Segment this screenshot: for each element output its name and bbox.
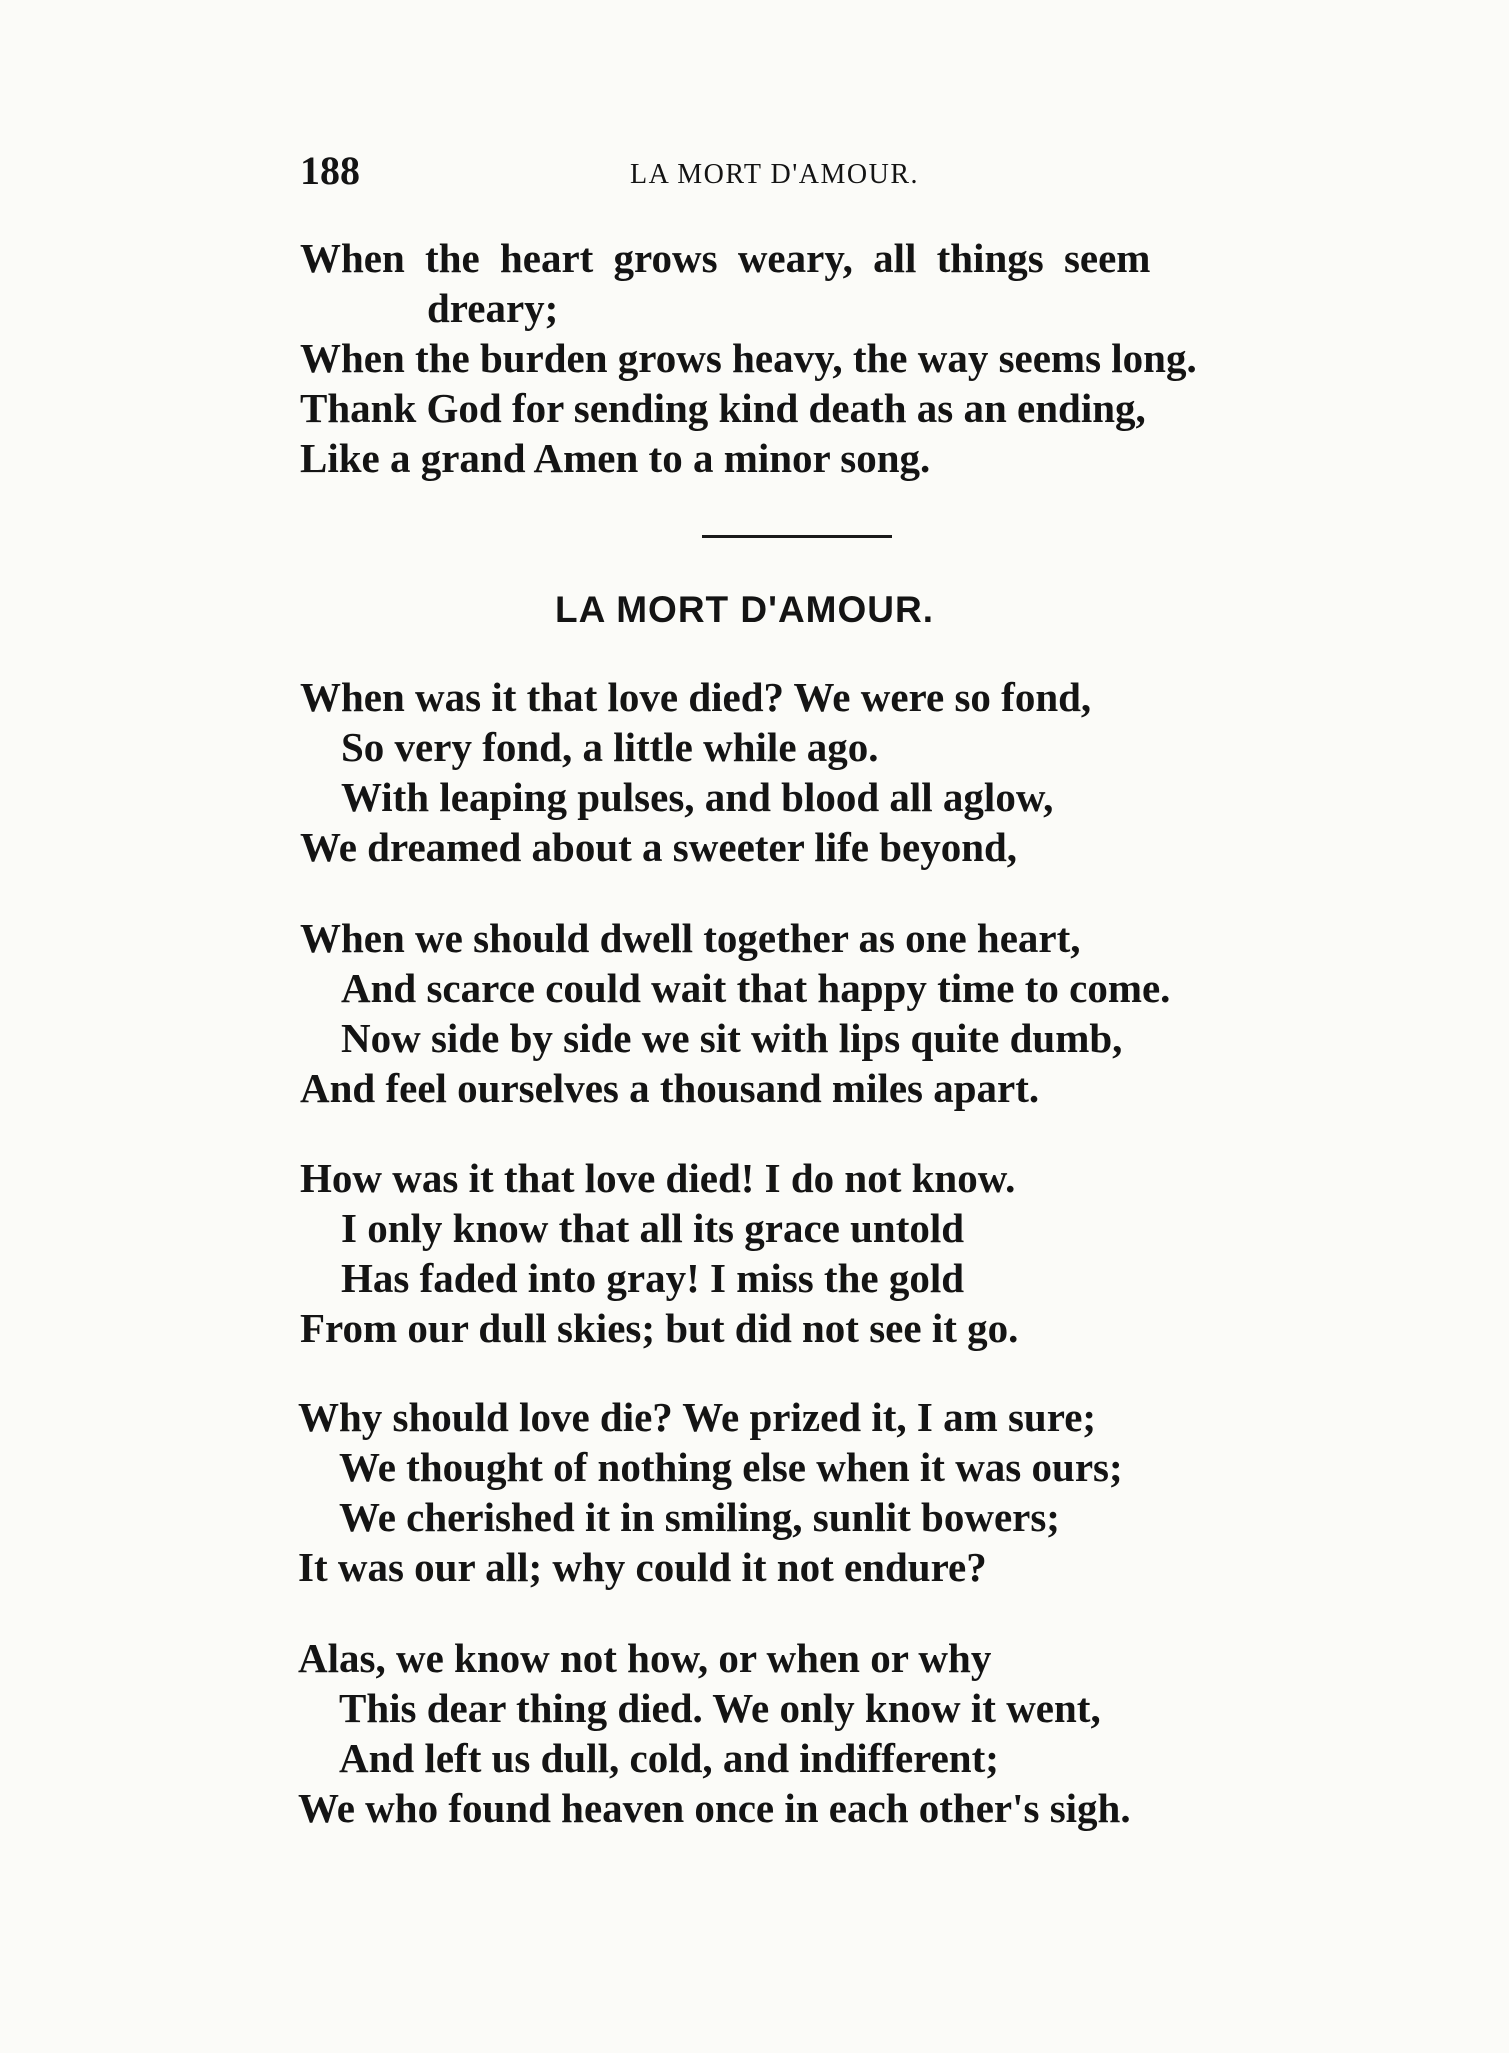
poem-line: And left us dull, cold, and indifferent; <box>339 1735 999 1781</box>
poem-line: It was our all; why could it not endure? <box>298 1544 987 1590</box>
poem-line: Thank God for sending kind death as an ending, <box>300 385 1146 431</box>
page-number: 188 <box>300 148 360 193</box>
poem-line: When was it that love died? We were so fond, <box>300 674 1092 720</box>
poem-line: And feel ourselves a thousand miles apart. <box>300 1065 1040 1111</box>
poem-title: LA MORT D'AMOUR. <box>555 589 934 630</box>
poem-line: We cherished it in smiling, sunlit bowers; <box>339 1494 1060 1540</box>
poem-line: Why should love die? We prized it, I am sure; <box>298 1394 1097 1440</box>
poem-line: I only know that all its grace untold <box>341 1205 965 1251</box>
poem-line: With leaping pulses, and blood all aglow, <box>341 774 1054 820</box>
poem-line: When the burden grows heavy, the way seems long. <box>300 335 1197 381</box>
poem-line: From our dull skies; but did not see it go. <box>300 1305 1019 1351</box>
poem-line: Has faded into gray! I miss the gold <box>341 1255 965 1301</box>
poem-line: Like a grand Amen to a minor song. <box>300 435 931 481</box>
poem-line: We dreamed about a sweeter life beyond, <box>300 824 1018 870</box>
poem-line: Alas, we know not how, or when or why <box>298 1635 992 1681</box>
running-title: LA MORT D'AMOUR. <box>630 159 919 190</box>
poem-line: When we should dwell together as one heart, <box>300 915 1081 961</box>
poem-line: When the heart grows weary, all things seem <box>300 235 1151 281</box>
section-divider <box>702 535 892 538</box>
poem-line: So very fond, a little while ago. <box>341 724 879 770</box>
poem-line: Now side by side we sit with lips quite dumb, <box>341 1015 1123 1061</box>
poem-line: And scarce could wait that happy time to come. <box>341 965 1171 1011</box>
poem-line: dreary; <box>427 285 559 331</box>
poem-line: We who found heaven once in each other's sigh. <box>298 1785 1131 1831</box>
poem-line: This dear thing died. We only know it went, <box>339 1685 1101 1731</box>
poem-line: How was it that love died! I do not know. <box>300 1155 1016 1201</box>
poem-line: We thought of nothing else when it was ours; <box>339 1444 1123 1490</box>
page-header <box>300 146 980 196</box>
